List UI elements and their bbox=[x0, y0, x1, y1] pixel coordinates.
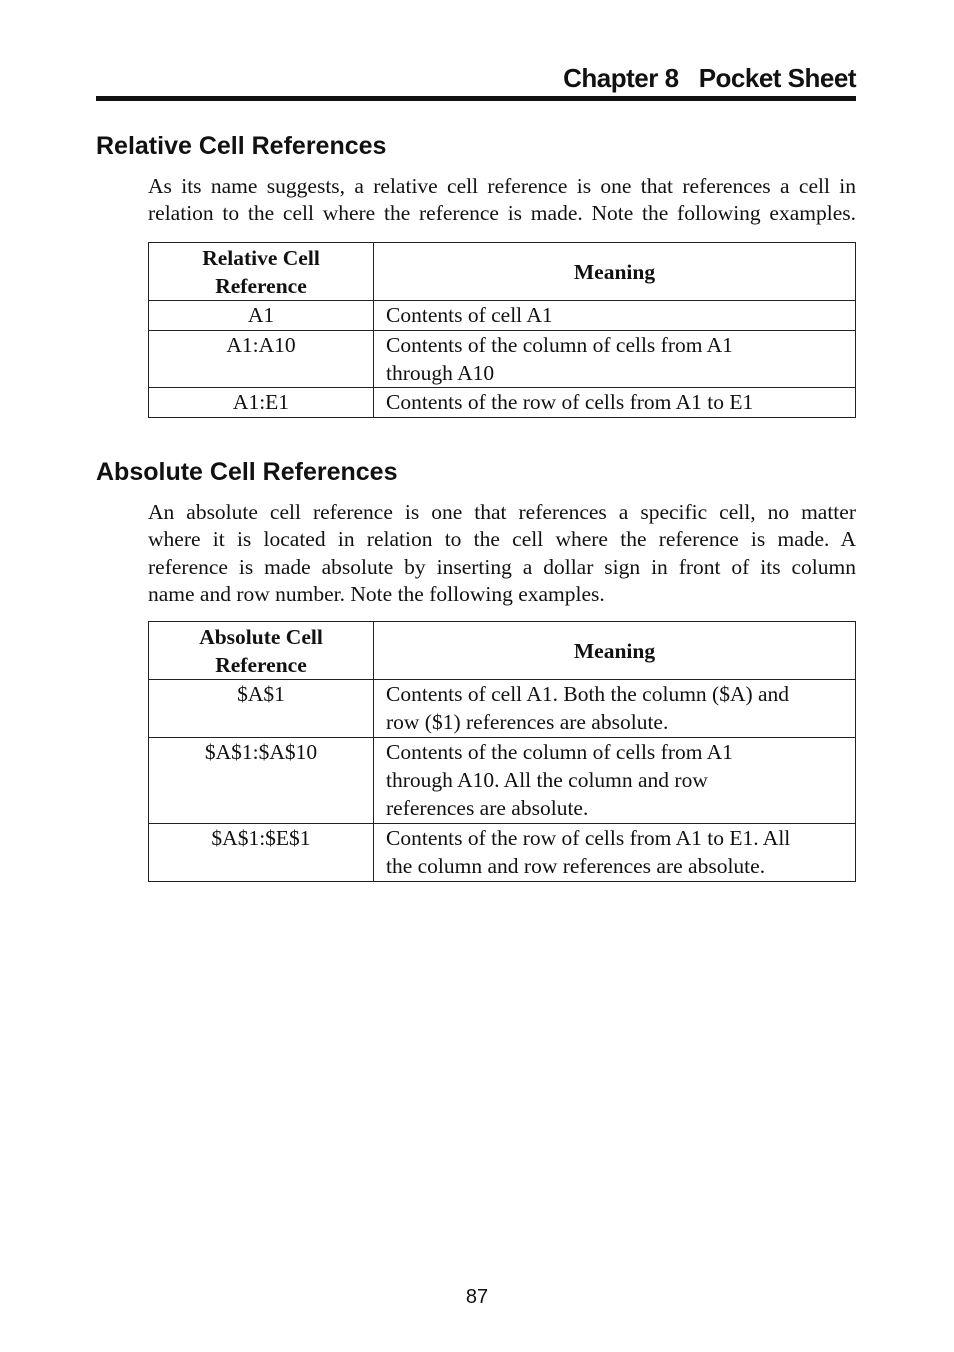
paragraph-line: relation to the cell where the reference is made. Note the following examples. bbox=[148, 201, 856, 226]
absolute-references-table bbox=[148, 621, 856, 882]
table-header-row bbox=[149, 243, 856, 301]
table-row bbox=[149, 824, 856, 882]
reference-cell: $A$1 bbox=[149, 680, 374, 738]
meaning-cell: Contents of the column of cells from A1 through A10. All the column and row references are absolute. bbox=[374, 738, 856, 824]
paragraph-line: As its name suggests, a relative cell reference is one that references a cell in bbox=[148, 174, 856, 198]
reference-cell: $A$1:$A$10 bbox=[149, 738, 374, 824]
column-header-meaning: Meaning bbox=[374, 622, 856, 680]
running-header: Chapter 8 Pocket Sheet bbox=[563, 63, 856, 93]
paragraph-relative bbox=[148, 173, 856, 228]
relative-references-table bbox=[148, 242, 856, 418]
meaning-cell: Contents of cell A1. Both the column ($A) and row ($1) references are absolute. bbox=[374, 680, 856, 738]
table-row bbox=[149, 388, 856, 418]
table-row bbox=[149, 738, 856, 824]
meaning-cell: Contents of the row of cells from A1 to E1. All the column and row references are absolute. bbox=[374, 824, 856, 882]
reference-cell: A1 bbox=[149, 301, 374, 331]
paragraph-absolute bbox=[148, 499, 856, 608]
paragraph-line: where it is located in relation to the cell where the reference is made. A bbox=[148, 527, 856, 552]
meaning-cell: Contents of cell A1 bbox=[374, 301, 856, 331]
reference-cell: A1:E1 bbox=[149, 388, 374, 418]
table-row bbox=[149, 680, 856, 738]
reference-cell: A1:A10 bbox=[149, 331, 374, 388]
header-rule bbox=[96, 96, 856, 101]
paragraph-line: reference is made absolute by inserting a dollar sign in front of its column bbox=[148, 554, 856, 579]
paragraph-line: An absolute cell reference is one that references a specific cell, no matter bbox=[148, 500, 856, 524]
reference-cell: $A$1:$E$1 bbox=[149, 824, 374, 882]
section-heading-relative: Relative Cell References bbox=[96, 132, 387, 160]
meaning-cell: Contents of the row of cells from A1 to E1 bbox=[374, 388, 856, 418]
column-header-reference: Relative Cell Reference bbox=[149, 243, 374, 301]
column-header-reference: Absolute Cell Reference bbox=[149, 622, 374, 680]
meaning-cell: Contents of the column of cells from A1 through A10 bbox=[374, 331, 856, 388]
paragraph-line: name and row number. Note the following examples. bbox=[148, 581, 605, 606]
table-row bbox=[149, 331, 856, 388]
column-header-meaning: Meaning bbox=[374, 243, 856, 301]
page-number: 87 bbox=[465, 1286, 489, 1308]
table-header-row bbox=[149, 622, 856, 680]
table-row bbox=[149, 301, 856, 331]
section-heading-absolute: Absolute Cell References bbox=[96, 458, 398, 486]
